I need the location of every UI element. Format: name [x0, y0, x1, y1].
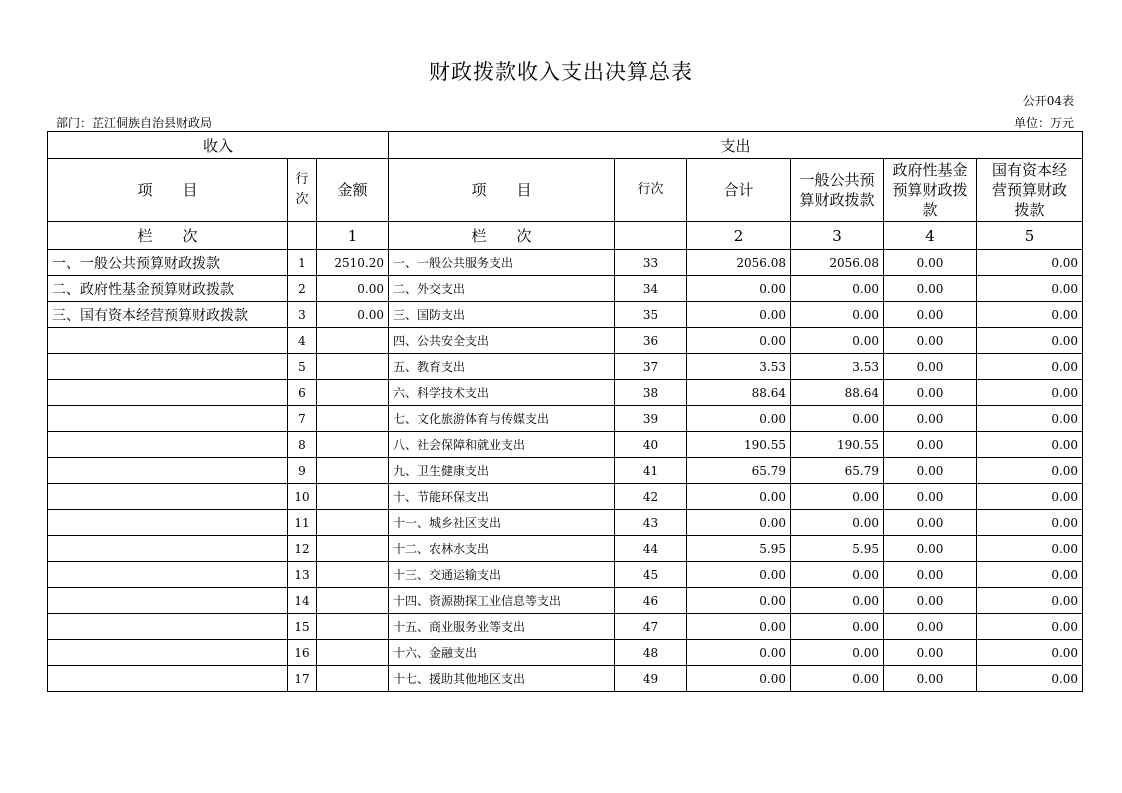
income-amount-cell [317, 510, 389, 536]
table-row [48, 380, 1083, 406]
income-amount-cell [317, 666, 389, 692]
general-budget-cell: 0.00 [791, 640, 884, 666]
income-item-cell [48, 510, 288, 536]
income-amount-cell [317, 354, 389, 380]
expense-row-no-cell: 39 [615, 406, 687, 432]
income-row-no-cell: 16 [288, 640, 317, 666]
income-item-cell [48, 328, 288, 354]
header-row-sections [48, 132, 1083, 159]
fund-budget-cell: 0.00 [884, 250, 977, 276]
total-cell: 88.64 [687, 380, 791, 406]
state-capital-cell: 0.00 [977, 614, 1083, 640]
expense-row-no-cell: 38 [615, 380, 687, 406]
state-capital-cell: 0.00 [977, 562, 1083, 588]
state-capital-cell: 0.00 [977, 458, 1083, 484]
table-row [48, 432, 1083, 458]
state-capital-cell: 0.00 [977, 536, 1083, 562]
income-item-cell [48, 432, 288, 458]
expense-row-no-cell: 48 [615, 640, 687, 666]
general-budget-header: 一般公共预算财政拨款 [791, 159, 884, 222]
income-row-no-header: 行次 [288, 159, 317, 222]
expense-item-cell: 十二、农林水支出 [389, 536, 615, 562]
expense-row-no-cell: 36 [615, 328, 687, 354]
income-row-no-cell: 6 [288, 380, 317, 406]
state-capital-cell: 0.00 [977, 250, 1083, 276]
blank-cell [615, 222, 687, 250]
state-capital-cell: 0.00 [977, 406, 1083, 432]
fund-budget-cell: 0.00 [884, 484, 977, 510]
expense-row-no-cell: 47 [615, 614, 687, 640]
expense-item-cell: 三、国防支出 [389, 302, 615, 328]
income-item-cell [48, 380, 288, 406]
total-cell: 0.00 [687, 510, 791, 536]
expense-item-cell: 十七、援助其他地区支出 [389, 666, 615, 692]
income-col-label: 栏 次 [48, 222, 288, 250]
expense-row-no-cell: 33 [615, 250, 687, 276]
budget-table [47, 131, 1083, 692]
state-capital-cell: 0.00 [977, 484, 1083, 510]
total-cell: 65.79 [687, 458, 791, 484]
total-cell: 0.00 [687, 328, 791, 354]
income-item-cell [48, 588, 288, 614]
income-row-no-cell: 7 [288, 406, 317, 432]
col-number-3: 3 [791, 222, 884, 250]
expense-item-cell: 五、教育支出 [389, 354, 615, 380]
expense-item-cell: 八、社会保障和就业支出 [389, 432, 615, 458]
total-cell: 3.53 [687, 354, 791, 380]
fund-budget-cell: 0.00 [884, 562, 977, 588]
fund-budget-cell: 0.00 [884, 588, 977, 614]
unit-label: 单位：万元 [1013, 116, 1074, 130]
table-row [48, 458, 1083, 484]
general-budget-cell: 0.00 [791, 562, 884, 588]
income-row-no-cell: 14 [288, 588, 317, 614]
income-item-cell: 三、国有资本经营预算财政拨款 [48, 302, 288, 328]
total-cell: 0.00 [687, 484, 791, 510]
income-item-cell: 二、政府性基金预算财政拨款 [48, 276, 288, 302]
expense-item-cell: 十三、交通运输支出 [389, 562, 615, 588]
total-cell: 0.00 [687, 302, 791, 328]
general-budget-cell: 65.79 [791, 458, 884, 484]
income-item-cell [48, 354, 288, 380]
table-row [48, 536, 1083, 562]
table-row [48, 302, 1083, 328]
page-title: 财政拨款收入支出决算总表 [429, 60, 693, 84]
expense-item-cell: 一、一般公共服务支出 [389, 250, 615, 276]
income-amount-cell [317, 380, 389, 406]
table-row [48, 250, 1083, 276]
general-budget-cell: 2056.08 [791, 250, 884, 276]
expense-col-label: 栏 次 [389, 222, 615, 250]
total-cell: 0.00 [687, 666, 791, 692]
expense-item-header: 项 目 [389, 159, 615, 222]
state-capital-cell: 0.00 [977, 328, 1083, 354]
table-row [48, 614, 1083, 640]
total-cell: 0.00 [687, 614, 791, 640]
header-row-column-numbers [48, 222, 1083, 250]
expense-row-no-cell: 35 [615, 302, 687, 328]
department-label: 部门：芷江侗族自治县财政局 [56, 116, 213, 130]
income-row-no-cell: 9 [288, 458, 317, 484]
col-number-2: 2 [687, 222, 791, 250]
fund-budget-header: 政府性基金预算财政拨款 [884, 159, 977, 222]
fund-budget-cell: 0.00 [884, 536, 977, 562]
table-row [48, 588, 1083, 614]
fund-budget-cell: 0.00 [884, 380, 977, 406]
col-number-5: 5 [977, 222, 1083, 250]
income-amount-cell [317, 614, 389, 640]
fund-budget-cell: 0.00 [884, 432, 977, 458]
income-amount-cell: 0.00 [317, 276, 389, 302]
header-row-columns [48, 159, 1083, 222]
state-capital-cell: 0.00 [977, 432, 1083, 458]
fund-budget-cell: 0.00 [884, 276, 977, 302]
total-header: 合计 [687, 159, 791, 222]
general-budget-cell: 88.64 [791, 380, 884, 406]
income-item-cell [48, 458, 288, 484]
expense-row-no-cell: 37 [615, 354, 687, 380]
state-capital-cell: 0.00 [977, 588, 1083, 614]
income-row-no-cell: 2 [288, 276, 317, 302]
fund-budget-cell: 0.00 [884, 510, 977, 536]
total-cell: 0.00 [687, 588, 791, 614]
fund-budget-cell: 0.00 [884, 458, 977, 484]
income-amount-cell [317, 458, 389, 484]
table-row [48, 406, 1083, 432]
expense-row-no-cell: 44 [615, 536, 687, 562]
income-item-cell [48, 640, 288, 666]
fund-budget-cell: 0.00 [884, 666, 977, 692]
general-budget-cell: 0.00 [791, 276, 884, 302]
state-capital-cell: 0.00 [977, 354, 1083, 380]
income-item-cell [48, 562, 288, 588]
state-capital-cell: 0.00 [977, 666, 1083, 692]
expense-item-cell: 二、外交支出 [389, 276, 615, 302]
total-cell: 5.95 [687, 536, 791, 562]
expense-row-no-cell: 40 [615, 432, 687, 458]
total-cell: 190.55 [687, 432, 791, 458]
total-cell: 0.00 [687, 406, 791, 432]
expense-item-cell: 十、节能环保支出 [389, 484, 615, 510]
income-row-no-cell: 17 [288, 666, 317, 692]
col-number-4: 4 [884, 222, 977, 250]
income-row-no-cell: 8 [288, 432, 317, 458]
fund-budget-cell: 0.00 [884, 614, 977, 640]
state-capital-cell: 0.00 [977, 380, 1083, 406]
income-row-no-cell: 10 [288, 484, 317, 510]
expense-row-no-cell: 42 [615, 484, 687, 510]
fund-budget-cell: 0.00 [884, 406, 977, 432]
general-budget-cell: 0.00 [791, 302, 884, 328]
income-row-no-cell: 12 [288, 536, 317, 562]
income-amount-header: 金额 [317, 159, 389, 222]
form-code: 公开04表 [1022, 94, 1074, 108]
income-item-cell [48, 484, 288, 510]
table-row [48, 640, 1083, 666]
state-capital-cell: 0.00 [977, 276, 1083, 302]
income-row-no-cell: 1 [288, 250, 317, 276]
income-row-no-cell: 15 [288, 614, 317, 640]
income-item-cell [48, 406, 288, 432]
income-amount-cell [317, 562, 389, 588]
expense-item-cell: 十四、资源勘探工业信息等支出 [389, 588, 615, 614]
total-cell: 2056.08 [687, 250, 791, 276]
total-cell: 0.00 [687, 640, 791, 666]
expense-item-cell: 十六、金融支出 [389, 640, 615, 666]
income-amount-cell [317, 406, 389, 432]
expense-header: 支出 [389, 132, 1083, 159]
income-item-header: 项 目 [48, 159, 288, 222]
general-budget-cell: 0.00 [791, 510, 884, 536]
income-item-cell [48, 536, 288, 562]
general-budget-cell: 0.00 [791, 614, 884, 640]
expense-row-no-cell: 43 [615, 510, 687, 536]
expense-row-no-cell: 46 [615, 588, 687, 614]
income-row-no-cell: 5 [288, 354, 317, 380]
table-row [48, 484, 1083, 510]
income-item-cell: 一、一般公共预算财政拨款 [48, 250, 288, 276]
table-row [48, 510, 1083, 536]
expense-item-cell: 四、公共安全支出 [389, 328, 615, 354]
table-row [48, 276, 1083, 302]
general-budget-cell: 0.00 [791, 406, 884, 432]
income-header: 收入 [48, 132, 389, 159]
general-budget-cell: 190.55 [791, 432, 884, 458]
fund-budget-cell: 0.00 [884, 302, 977, 328]
income-amount-cell [317, 432, 389, 458]
fund-budget-cell: 0.00 [884, 640, 977, 666]
expense-row-no-cell: 41 [615, 458, 687, 484]
general-budget-cell: 0.00 [791, 328, 884, 354]
blank-cell [288, 222, 317, 250]
income-amount-cell [317, 640, 389, 666]
income-amount-cell [317, 536, 389, 562]
income-amount-cell: 0.00 [317, 302, 389, 328]
income-row-no-cell: 4 [288, 328, 317, 354]
expense-item-cell: 六、科学技术支出 [389, 380, 615, 406]
total-cell: 0.00 [687, 562, 791, 588]
col-number-1: 1 [317, 222, 389, 250]
table-row [48, 354, 1083, 380]
income-amount-cell [317, 484, 389, 510]
income-amount-cell: 2510.20 [317, 250, 389, 276]
state-capital-cell: 0.00 [977, 510, 1083, 536]
table-row [48, 328, 1083, 354]
expense-row-no-cell: 34 [615, 276, 687, 302]
expense-item-cell: 十五、商业服务业等支出 [389, 614, 615, 640]
general-budget-cell: 0.00 [791, 666, 884, 692]
general-budget-cell: 0.00 [791, 588, 884, 614]
general-budget-cell: 0.00 [791, 484, 884, 510]
expense-item-cell: 七、文化旅游体育与传媒支出 [389, 406, 615, 432]
fund-budget-cell: 0.00 [884, 354, 977, 380]
expense-row-no-cell: 45 [615, 562, 687, 588]
expense-row-no-header: 行次 [615, 159, 687, 222]
state-capital-header: 国有资本经营预算财政拨款 [977, 159, 1083, 222]
income-row-no-cell: 13 [288, 562, 317, 588]
income-row-no-cell: 3 [288, 302, 317, 328]
table-row [48, 562, 1083, 588]
table-row [48, 666, 1083, 692]
income-item-cell [48, 614, 288, 640]
state-capital-cell: 0.00 [977, 302, 1083, 328]
state-capital-cell: 0.00 [977, 640, 1083, 666]
income-item-cell [48, 666, 288, 692]
expense-row-no-cell: 49 [615, 666, 687, 692]
income-row-no-cell: 11 [288, 510, 317, 536]
expense-item-cell: 十一、城乡社区支出 [389, 510, 615, 536]
income-amount-cell [317, 588, 389, 614]
general-budget-cell: 5.95 [791, 536, 884, 562]
fund-budget-cell: 0.00 [884, 328, 977, 354]
income-amount-cell [317, 328, 389, 354]
general-budget-cell: 3.53 [791, 354, 884, 380]
total-cell: 0.00 [687, 276, 791, 302]
expense-item-cell: 九、卫生健康支出 [389, 458, 615, 484]
